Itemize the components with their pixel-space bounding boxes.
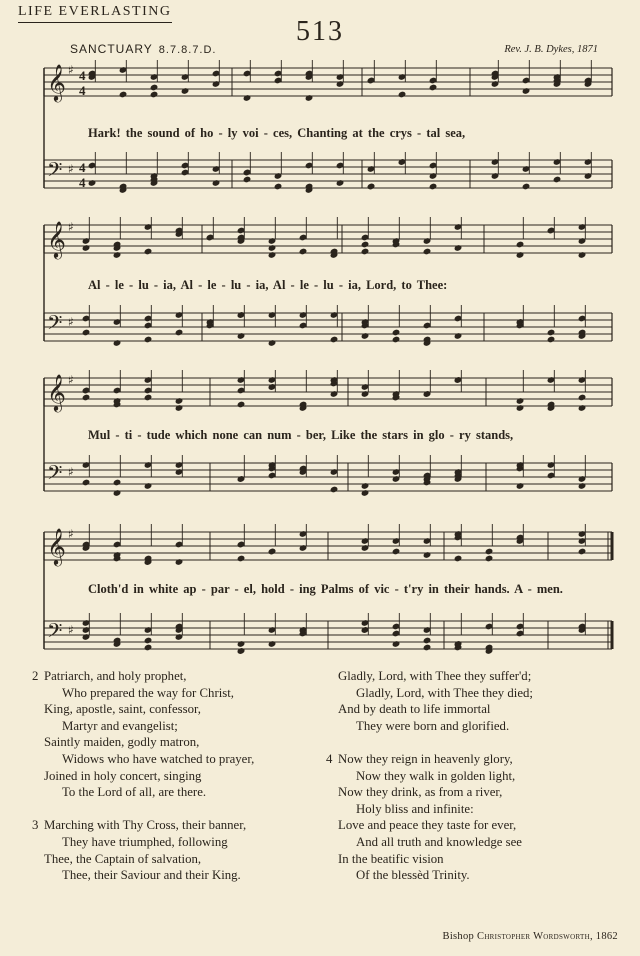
verse-2	[32, 668, 255, 801]
note-head	[150, 91, 159, 99]
composer-credit: Rev. J. B. Dykes, 1871	[504, 44, 598, 55]
note-head	[578, 394, 587, 402]
note-head	[578, 251, 587, 259]
verse-line: And by death to life immortal	[338, 702, 491, 717]
note-head	[454, 555, 463, 563]
lyric-line-1: Hark! the sound of ho - ly voi - ces, Chanting at the crys - tal sea,	[88, 126, 466, 140]
note-head	[361, 241, 370, 249]
verse-line: Saintly maiden, godly matron,	[44, 735, 200, 750]
note-head	[361, 482, 370, 490]
note-head	[392, 329, 401, 337]
note-head	[144, 644, 153, 652]
verse-line: Gladly, Lord, with Thee they died;	[356, 685, 533, 700]
note-head	[516, 482, 525, 490]
note-head	[299, 248, 308, 256]
key-signature-sharp: ♯	[68, 315, 74, 329]
note-head	[578, 482, 587, 490]
verse-line: Now they reign in heavenly glory,	[338, 751, 513, 766]
verse-line: In the beatific vision	[338, 851, 444, 866]
hymn-number: 513	[296, 16, 344, 47]
author-name: Christopher Wordsworth	[477, 931, 590, 942]
note-head	[361, 332, 370, 340]
note-head	[454, 332, 463, 340]
note-head	[330, 486, 339, 494]
verse-4	[326, 751, 533, 884]
verse-line: Thee, the Captain of salvation,	[44, 851, 202, 866]
key-signature-sharp: ♯	[68, 162, 74, 176]
note-head	[237, 640, 246, 648]
note-head	[237, 401, 246, 409]
time-signature-bottom: 4	[79, 83, 86, 98]
verse-line: Now they drink, as from a river,	[338, 785, 503, 800]
note-head	[175, 558, 184, 566]
note-head	[516, 241, 525, 249]
note-head	[175, 404, 184, 412]
verse-line: Holy bliss and infinite:	[356, 801, 474, 816]
note-head	[522, 183, 531, 191]
author-year: , 1862	[589, 931, 618, 942]
note-head	[367, 183, 376, 191]
note-head	[516, 397, 525, 405]
note-head	[330, 336, 339, 344]
verse-number: 4	[326, 751, 333, 766]
time-signature-top: 4	[79, 160, 86, 175]
note-head	[150, 84, 159, 92]
note-head	[119, 91, 128, 99]
verse-line: Widows who have watched to prayer,	[62, 751, 255, 766]
note-head	[392, 336, 401, 344]
verse-line: Martyr and evangelist;	[62, 718, 178, 733]
note-head	[243, 94, 252, 102]
verse-line: And all truth and knowledge see	[356, 834, 522, 849]
note-head	[88, 179, 97, 187]
verse-number: 3	[32, 818, 39, 833]
note-head	[423, 248, 432, 256]
key-signature-sharp: ♯	[68, 527, 74, 541]
verse-line: Patriarch, and holy prophet,	[44, 669, 187, 683]
key-signature-sharp: ♯	[68, 63, 74, 77]
verse-line: Of the blessèd Trinity.	[356, 868, 470, 883]
note-head	[423, 644, 432, 652]
bass-clef: 𝄢	[47, 311, 63, 339]
note-head	[175, 329, 184, 337]
note-head	[423, 551, 432, 559]
note-head	[175, 397, 184, 405]
bass-clef: 𝄢	[47, 158, 63, 186]
note-head	[516, 404, 525, 412]
note-head	[113, 479, 122, 487]
note-head	[454, 244, 463, 252]
lyric-line-3: Mul - ti - tude which none can num - ber, Like the stars in glo - ry stands,	[88, 428, 514, 442]
author-credit	[443, 931, 618, 942]
note-head	[113, 251, 122, 259]
note-head	[429, 183, 438, 191]
section-label: LIFE EVERLASTING	[18, 4, 172, 23]
bass-clef: 𝄢	[47, 461, 63, 489]
meter: 8.7.8.7.D.	[158, 44, 217, 56]
key-signature-sharp: ♯	[68, 373, 74, 387]
time-signature-bottom: 4	[79, 175, 86, 190]
note-head	[144, 336, 153, 344]
tune-name: SANCTUARY	[70, 42, 153, 56]
note-head	[305, 94, 314, 102]
note-head	[82, 479, 91, 487]
note-head	[144, 637, 153, 645]
verse-line: Who prepared the way for Christ,	[62, 685, 234, 700]
note-head	[181, 87, 190, 95]
verse-line: They have triumphed, following	[62, 834, 228, 849]
note-head	[82, 329, 91, 337]
note-head	[82, 244, 91, 252]
note-head	[336, 179, 345, 187]
note-head	[82, 394, 91, 402]
note-head	[547, 329, 556, 337]
key-signature-sharp: ♯	[68, 465, 74, 479]
note-head	[547, 336, 556, 344]
note-head	[578, 404, 587, 412]
note-head	[268, 244, 277, 252]
note-head	[113, 339, 122, 347]
verse-number: 2	[32, 669, 39, 683]
note-head	[361, 489, 370, 497]
note-head	[144, 248, 153, 256]
verse-3	[32, 817, 254, 883]
verses-right-column	[326, 668, 533, 900]
bass-clef: 𝄢	[47, 619, 63, 647]
note-head	[268, 640, 277, 648]
verse-line: Now they walk in golden light,	[356, 768, 516, 783]
verse-3-continued	[338, 668, 533, 734]
note-head	[268, 251, 277, 259]
note-head	[274, 183, 283, 191]
note-head	[237, 555, 246, 563]
note-head	[113, 489, 122, 497]
note-head	[268, 548, 277, 556]
note-head	[392, 640, 401, 648]
note-head	[485, 555, 494, 563]
note-head	[237, 647, 246, 655]
verse-line: To the Lord of all, are there.	[62, 785, 207, 800]
key-signature-sharp: ♯	[68, 623, 74, 637]
verses-left-column	[32, 668, 255, 900]
verse-line: Marching with Thy Cross, their banner,	[44, 818, 247, 833]
lyric-line-2: Al - le - lu - ia, Al - le - lu - ia, Al - le - lu - ia, Lord, to Thee:	[88, 278, 448, 292]
author-prefix: Bishop	[442, 931, 475, 942]
verse-line: They were born and glorified.	[356, 718, 510, 733]
note-head	[522, 87, 531, 95]
treble-clef: 𝄞	[47, 527, 66, 565]
note-head	[144, 482, 153, 490]
note-head	[429, 84, 438, 92]
note-head	[212, 179, 221, 187]
note-head	[398, 91, 407, 99]
time-signature-top: 4	[79, 68, 86, 83]
note-head	[243, 176, 252, 184]
treble-clef: 𝄞	[47, 63, 66, 101]
note-head	[392, 548, 401, 556]
verse-line: Thee, their Saviour and their King.	[62, 868, 241, 883]
note-head	[553, 176, 562, 184]
note-head	[423, 637, 432, 645]
note-head	[516, 251, 525, 259]
note-head	[361, 248, 370, 256]
treble-clef: 𝄞	[47, 373, 66, 411]
note-head	[144, 394, 153, 402]
verse-line: Joined in holy concert, singing	[44, 768, 202, 783]
note-head	[237, 332, 246, 340]
verse-line: Love and peace they taste for ever,	[338, 818, 517, 833]
note-head	[485, 548, 494, 556]
lyric-line-4: Cloth'd in white ap - par - el, hold - ing Palms of vic - t'ry in their hands. A - men.	[88, 582, 563, 596]
note-head	[268, 339, 277, 347]
note-head	[578, 548, 587, 556]
key-signature-sharp: ♯	[68, 220, 74, 234]
treble-clef: 𝄞	[47, 220, 66, 258]
verse-line: Gladly, Lord, with Thee they suffer'd;	[338, 669, 532, 683]
verse-line: King, apostle, saint, confessor,	[44, 702, 201, 717]
